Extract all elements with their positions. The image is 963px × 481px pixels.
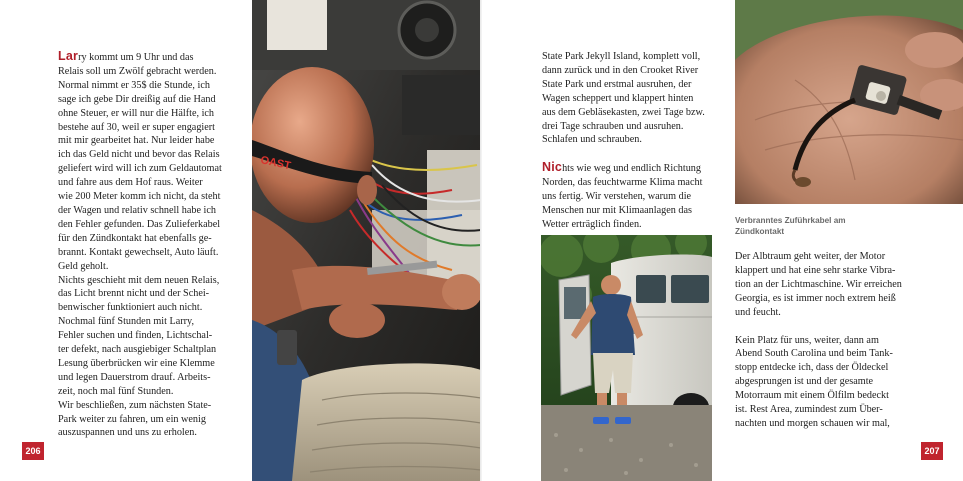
right-paragraph-2-text: hts wie weg und endlich Richtung Norden, das feuchtwarme Klima macht uns fertig. Wir verstehen, warum die Menschen nur mit Klimaanlagen das Wetter erträglich finden. — [542, 163, 703, 230]
left-paragraph — [58, 50, 238, 440]
right-column2-text — [735, 250, 935, 431]
drop-cap-2: Nic — [542, 160, 563, 175]
right-paragraph-3: Der Albtraum geht weiter, der Motor klappert und hat eine sehr starke Vibra- tion an der Lichtmaschine. Wir erreichen Georgia, es ist immer noch extrem heiß und feucht. — [735, 251, 902, 318]
left-body-text: ry kommt um 9 Uhr und das Relais soll um Zwölf gebracht werden. Normal nimmt er 35$ die Stunde, ich sage ich gebe Dir dreißig auf die Hand ohne Steuer, er will nur die Hälfte, ich bestehe auf 30, weil er super engagiert mit mir gearbeitet hat. Nur leider habe ich das Geld nicht und bevor das Relais geliefert wird will ich zum Geldautomat und fahre aus dem Hof raus. Weiter wie 200 Meter komm ich nicht, da steht der Wagen und relativ schnell habe ich den Fehler gefunden. Das Zulieferkabel für den Zündkontakt hat ebenfalls ge- brannt. Kontakt gewechselt, Auto läuft. Geld geholt. Nichts geschieht mit dem neuen Relais, das Licht brennt nicht und der Schei- benwischer funktioniert auch nicht. Nochmal fünf Stunden mit Larry, Fehler suchen und finden, Lichtschal- ter defekt, nach ausgiebiger Schaltplan Lesung überbrücken wir eine Klemme und legen Dauerstrom drauf. Arbeits- zeit, noch mal fünf Stunden. Wir beschließen, zum nächsten State- Park weiter zu fahren, um ein wenig auszuspannen und uns zu erholen. — [58, 52, 222, 439]
left-page — [0, 0, 481, 481]
mechanic-wiring-photo — [252, 0, 481, 481]
left-column-text — [58, 50, 238, 440]
page-number-right: 207 — [921, 442, 943, 460]
headband-text: OAST — [259, 154, 292, 173]
burnt-cable-photo — [735, 0, 963, 204]
right-paragraph-4: Kein Platz für uns, weiter, dann am Abend South Carolina und beim Tank- stopp entdecke ich, dass der Öldeckel abgesprungen ist und der gesamte Motorraum mit einem Ölfilm bedeckt ist. Rest Area, zumindest zum Über- nachten und morgen schauen wir mal, — [735, 334, 893, 429]
photo-caption: Verbranntes Zuführkabel am Zündkontakt — [735, 216, 846, 236]
right-page — [482, 0, 963, 481]
right-column1-text — [542, 50, 722, 232]
drop-cap: Lar — [58, 49, 79, 63]
right-paragraph-2 — [542, 161, 722, 232]
man-with-vw-bus-photo — [541, 235, 712, 481]
page-number-left: 206 — [22, 442, 44, 460]
right-paragraph-1: State Park Jekyll Island, komplett voll, dann zurück und in den Crooket River State Park und erstmal ausruhen, der Wagen scheppert und klappert hinten aus dem Gebläsekasten, zwei Tage bzw. drei Tage schrauben und ausruhen. Schlafen und schrauben. — [542, 51, 705, 146]
